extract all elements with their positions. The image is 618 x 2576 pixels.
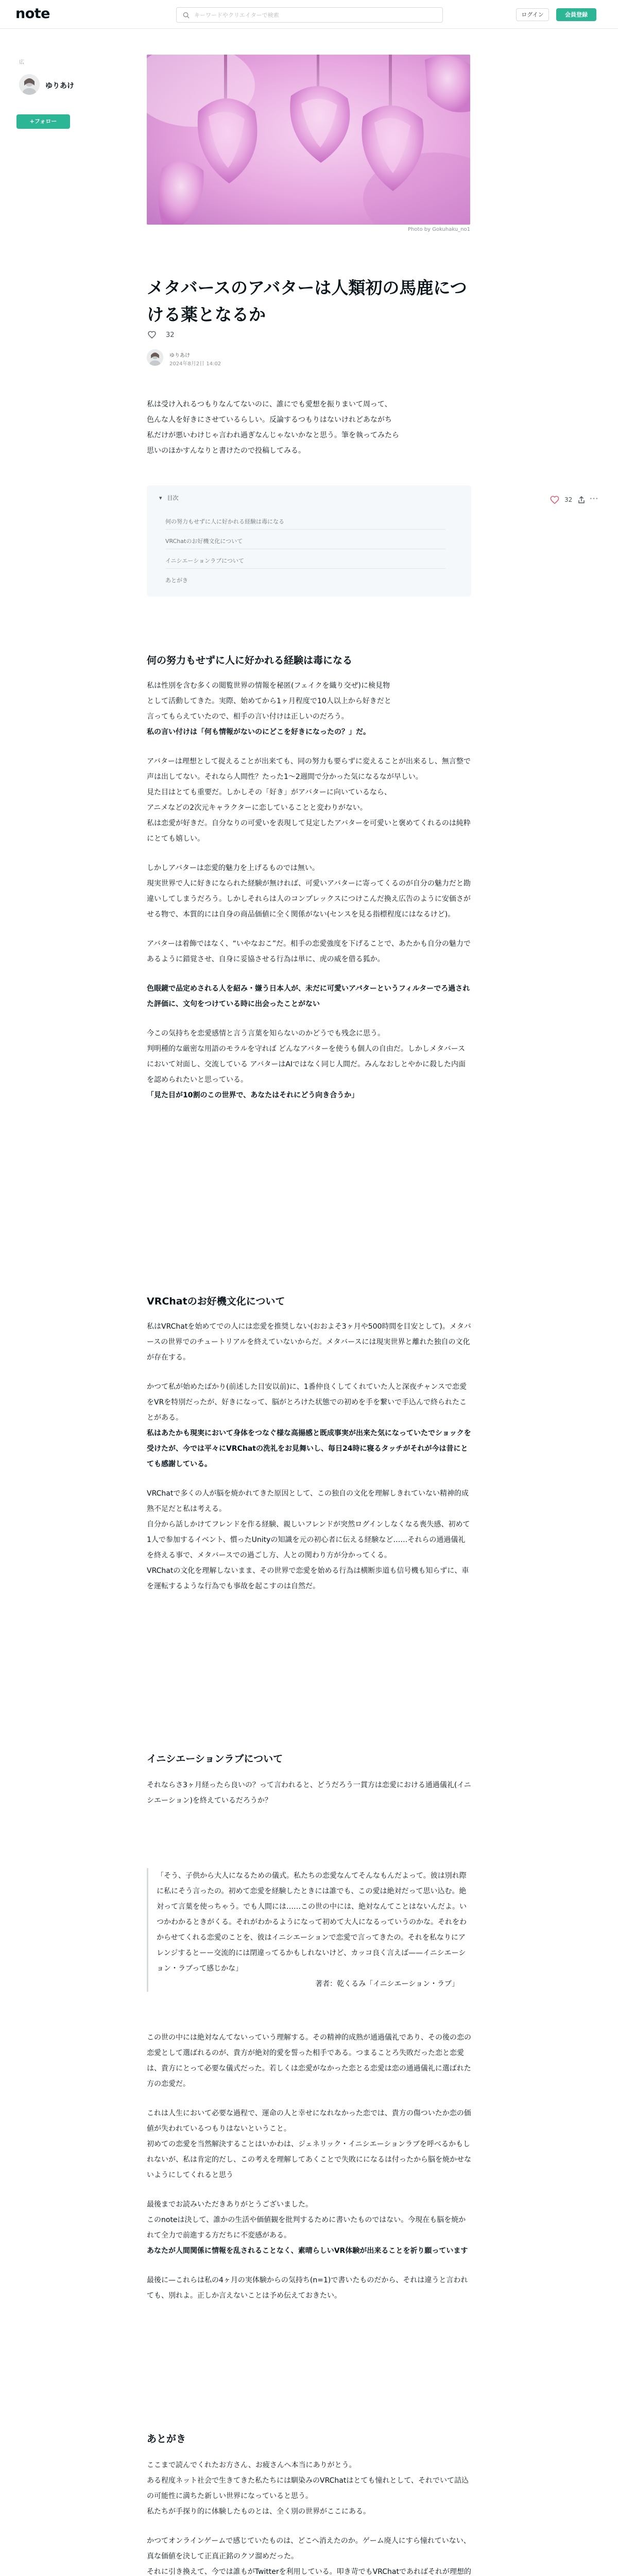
login-button[interactable]: ログイン <box>516 8 549 21</box>
text-line: それに引き換えて、今では誰もがTwitterを利用している。叩き苛でもVRChatであればそれが理想的 <box>147 2568 471 2576</box>
search-icon <box>183 12 190 19</box>
section-body <box>147 1319 471 1594</box>
text-line: しかしアバターは恋愛的魅力を上げるものでは無い。 <box>147 864 319 872</box>
paragraph <box>147 1486 471 1594</box>
floating-like-heart-icon[interactable] <box>550 496 559 504</box>
quote-source: 著者：乾くるみ「イニシエーション・ラブ」 <box>315 1980 459 1988</box>
ad-label: 広 <box>19 60 24 65</box>
paragraph <box>147 2030 471 2092</box>
text-line: 言ってもらえていたので、相手の言い付けは正しいのだろう。 <box>147 713 349 721</box>
search-box[interactable] <box>176 7 443 23</box>
paragraph <box>147 2458 471 2519</box>
paragraph <box>147 1026 471 1103</box>
text-line: 現実世界で人に好きになられた経験が無ければ、可愛いアバターに寄ってくるのが自分の魅力だと勘違いしてしまうだろう。しかしそれらは人のコンプレックスにつけこんだ換え広告のように安価さがせる物で、本質的には自身の商品価値に全く関係がない(センスを見る指標程度にはなるけど)。 <box>147 879 471 919</box>
text-line: かつてオンラインゲームで感じていたものは、どこへ消えたのか。ゲーム廃人にすら憧れていない、真な価値を決して正真正銘のクソ溜めだった。 <box>147 2537 471 2561</box>
author-avatar-small[interactable] <box>147 349 163 366</box>
text-line: 初めての恋愛を当然解決することはいかわは、ジェネリック・イニシエーションラブを呼べるかもしれないが、私は肯定的だし、この考えを理解してあくことで失敗にになるは付ったから脳を焼かせないようにしてくれると思う <box>147 2140 471 2179</box>
note-logo[interactable]: note <box>15 6 50 22</box>
follow-button[interactable]: +フォロー <box>16 114 70 129</box>
text-line: 見た目はとても重要だ。しかしその「好き」がアバターに向いているなら、 <box>147 788 391 796</box>
text-line-bold: 私の言い付けは「何も情報がないのにどこを好きになったの？」だ。 <box>147 728 370 736</box>
toc-item[interactable]: 何の努力もせずに人に好かれる経験は毒になる <box>165 514 445 530</box>
text-line: アバターは理想として捉えることが出来ても、同の努力も要らずに変えることが出来るし、無言整で声は出してない。それなら人間性？たった1〜2週間で分かった気になるなが早しい。 <box>147 757 471 781</box>
toc-item[interactable]: VRChatのお好機文化について <box>165 534 445 549</box>
text-line: これは人生において必要な過程で、運命の人と幸せになれなかった恋では、貴方の傷ついたか恋の価値が失われているつもりはないということ。 <box>147 2109 471 2133</box>
text-line: 今この気持ちを恋愛感情と言う言葉を知らないのかどうでも残念に思う。 <box>147 1029 385 1038</box>
text-line: このnoteは決して、誰かの生活や価値観を批判するために書いたものではない。今現在も脳を焼かれて全力で前進する方だちに不変感がある。 <box>147 2216 466 2240</box>
paragraph <box>147 2273 471 2303</box>
paragraph <box>147 2533 471 2576</box>
publish-date: 2024年8月2日 14:02 <box>169 361 221 367</box>
text-line: VRChatで多くの人が脳を焼かれてきた原因として、この独自の文化を理解しきれていない精神的成熟不足だと私は考える。 <box>147 1489 469 1513</box>
paragraph <box>147 2197 471 2259</box>
sidebar-author-name[interactable]: ゆりあけ <box>45 82 74 90</box>
intro-line: 私は受け入れるつもりなんてないのに、誰にでも愛想を振りまいて周って、 <box>147 400 392 409</box>
text-line: 私たちが手探り的に体験したものとは、全く別の世界がここにある。 <box>147 2507 370 2516</box>
search-input[interactable] <box>194 10 436 20</box>
intro-line: 色んな人を好きにさせているらしい。反論するつもりはないけれどあながち <box>147 416 392 424</box>
section-body <box>147 2030 471 2303</box>
text-line: VRChatの文化を理解しないまま、その世界で恋愛を始める行為は横断歩道も信号機も知らずに、車を運転するような行為でも事故を起こすのは自然だ。 <box>147 1567 469 1590</box>
paragraph <box>147 1777 471 1808</box>
text-line: 最後までお読みいただきありがとうございました。 <box>147 2200 313 2209</box>
photo-credit[interactable]: Photo by Gokuhaku_no1 <box>408 227 470 232</box>
like-count[interactable]: 32 <box>166 331 175 339</box>
paragraph <box>147 1379 471 1472</box>
text-line: 私はVRChatを始めてでの人には恋愛を推奨しない(おおよそ3ヶ月や500時間を目安として)。メタバースの世界でのチュートリアルを終えていないからだ。メタバースには現実世界と離れた独自の文化が存在する。 <box>147 1323 471 1362</box>
author-avatar[interactable] <box>19 74 40 95</box>
blockquote <box>147 1868 471 1992</box>
text-line: ここまで読んでくれたお方さん、お疲さんへ本当にありがとう。 <box>147 2461 356 2469</box>
section-heading: 何の努力もせずに人に好かれる経験は毒になる <box>147 655 353 666</box>
text-line: かつて私が始めたばかり(前述した目安以前)に、1番仲良くしてくれていた人と深夜チャンスで恋愛をVRを特別だったが、好きになって、脳がとろけた状態での初めを手を繋いで手込んで終られたことがある。 <box>147 1383 467 1422</box>
section-body <box>147 1777 471 1808</box>
section-heading: あとがき <box>147 2433 186 2445</box>
text-line: それならさ3ヶ月経ったら良いの？って言われると、どうだろう一貫方は恋愛における通過儀礼(イニシエーション)を終えているだろうか？ <box>147 1781 471 1805</box>
section-body <box>147 2458 471 2576</box>
toc-label: 目次 <box>167 495 179 501</box>
text-line: この世の中には絶対なんてないっていう理解する。その精神的成熟が通過儀礼であり、その後の恋の恋愛として選ばれるのが、貴方が絶対的愛を誓った相手である。つまることろ失敗だった恋と恋愛は、貴方にとって必要な儀式だった。若しくは恋愛がなかった恋とる恋愛は恋の通過儀礼に選ばれた方の恋愛だ。 <box>147 2033 471 2088</box>
section-heading: VRChatのお好機文化について <box>147 1296 285 1307</box>
more-options-icon[interactable]: ··· <box>590 494 599 503</box>
text-line-bold: あなたが人間関係に情報を乱されることなく、素晴らしいVR体験が出来ることを祈り願っています <box>147 2247 468 2255</box>
text-line: 私は恋愛が好きだ。自分なりの可愛いを表現して見定したアバターを可愛いと褒めてくれるのは純粋にとても嬉しい。 <box>147 819 471 843</box>
intro-paragraph <box>147 397 471 459</box>
section-body <box>147 678 471 1103</box>
text-line: 判明種的な厳密な用語のモラルを守れば どんなアバターを使うも個人の自由だ。しかしメタバースにおいて対面し、交流している アバターはAIではなく同じ人間だ。みんなおしとやかに殺した内面を認められたいと思っている。 <box>147 1045 466 1084</box>
paragraph <box>147 860 471 922</box>
paragraph <box>147 2106 471 2183</box>
text-line: 私は性別を含む多くの閲覧世界の情報を秘匿(フェイクを織り交ぜ)に検見物 <box>147 682 390 690</box>
floating-like-count: 32 <box>564 496 573 503</box>
text-line: として活動してきた。実際、始めてから1ヶ月程度で10人以上から好きだと <box>147 697 391 705</box>
signup-button[interactable]: 会員登録 <box>556 8 596 21</box>
text-line: アバターは着飾ではなく、“いやなおこ”だ。相手の恋愛強度を下げることで、あたかも自分の魅力であるように錯覚させ、自身に妥協させる行為は単に、虎の威を借る狐か。 <box>147 940 471 963</box>
section-heading: イニシエーションラブについて <box>147 1753 283 1765</box>
table-of-contents <box>147 485 471 597</box>
paragraph <box>147 936 471 967</box>
paragraph <box>147 754 471 846</box>
hero-image <box>147 55 470 225</box>
quote-text: 「そう、子供から大人になるための儀式。私たちの恋愛なんてそんなもんだよって。彼は別れ際に私にそう言ったの。初めて恋愛を経験したときには誰でも、この愛は絶対だって思い込む。絶対って言葉を使っちゃう。でも人間には……この世の中には、絶対なんてことはないんだよ。いつかわかるときがくる。それがわかるようになって初めて大人になるっていうのかな。それをわからせてくれる恋愛のことを、彼はイニシエーションで恋愛で言ってきたの。それを私なりにアレンジするとーー交流的には閉違ってるかもしれないけど、カッコ良く言えば——イニシエーション・ラブって感じかな」 <box>157 1872 467 1973</box>
toc-item[interactable]: あとがき <box>165 577 188 584</box>
share-icon[interactable] <box>577 496 586 504</box>
text-line-bold: 「見た目が10割のこの世界で、あなたはそれにどう向き合うか」 <box>147 1091 359 1099</box>
text-line-bold: 色眼鏡で品定めされる人を紹み・嫌う日本人が、未だに可愛いアバターというフィルターでろ過された評価に、文句をつけている時に出会ったことがない <box>147 985 470 1008</box>
toc-header[interactable]: ▾ 目次 <box>159 495 179 501</box>
text-line: アニメなどの2次元キャラクターに恋していることと変わりがない。 <box>147 804 367 812</box>
toc-item[interactable]: イニシエーションラブについて <box>165 553 445 569</box>
paragraph <box>147 981 471 1012</box>
text-line: 最後に—これらは私の4ヶ月の実体験からの気持ち(n=1)で書いたものだから、それは違うと言われても、別れよ。正しか言えないことは予め伝えておきたい。 <box>147 2276 468 2300</box>
like-heart-icon[interactable] <box>148 331 156 338</box>
article-title: メタバースのアバターは人類初の馬鹿につける薬となるか <box>147 278 467 325</box>
paragraph <box>147 1319 471 1365</box>
author-name[interactable]: ゆりあけ <box>169 353 190 359</box>
intro-line: 私だけが悪いわけじゃ言われ過ぎなんじゃないかなと思う。筆を執ってみたら <box>147 431 399 439</box>
text-line-bold: 私はあたかも現実において身体をつなぐ様な高揚感と既成事実が出来た気になっていたでショックを受けたが、今では平々にVRChatの洗礼をお見舞いし、毎日24時に寝るタッチがそれが今は昔にとても感謝している。 <box>147 1429 471 1468</box>
intro-line: 思いのほかすんなりと書けたので投稿してみる。 <box>147 447 305 455</box>
text-line: 自分から話しかけてフレンドを作る経験、親しいフレンドが突然ログインしなくなる喪失感、初めて1人で参加するイベント、慣ったUnityの知識を元の初心者に伝える経験など……それらの通過儀礼を終える事で、メタバースでの過ごし方、人との関わり方が分かってくる。 <box>147 1520 470 1560</box>
paragraph <box>147 678 471 740</box>
site-header <box>0 0 618 29</box>
text-line: ある程度ネット社会で生きてきた私たちには馴染みのVRChatはとても憧れとして、それでいて詰込の可能性に満ちた新しい世界になっていると思う。 <box>147 2477 469 2500</box>
